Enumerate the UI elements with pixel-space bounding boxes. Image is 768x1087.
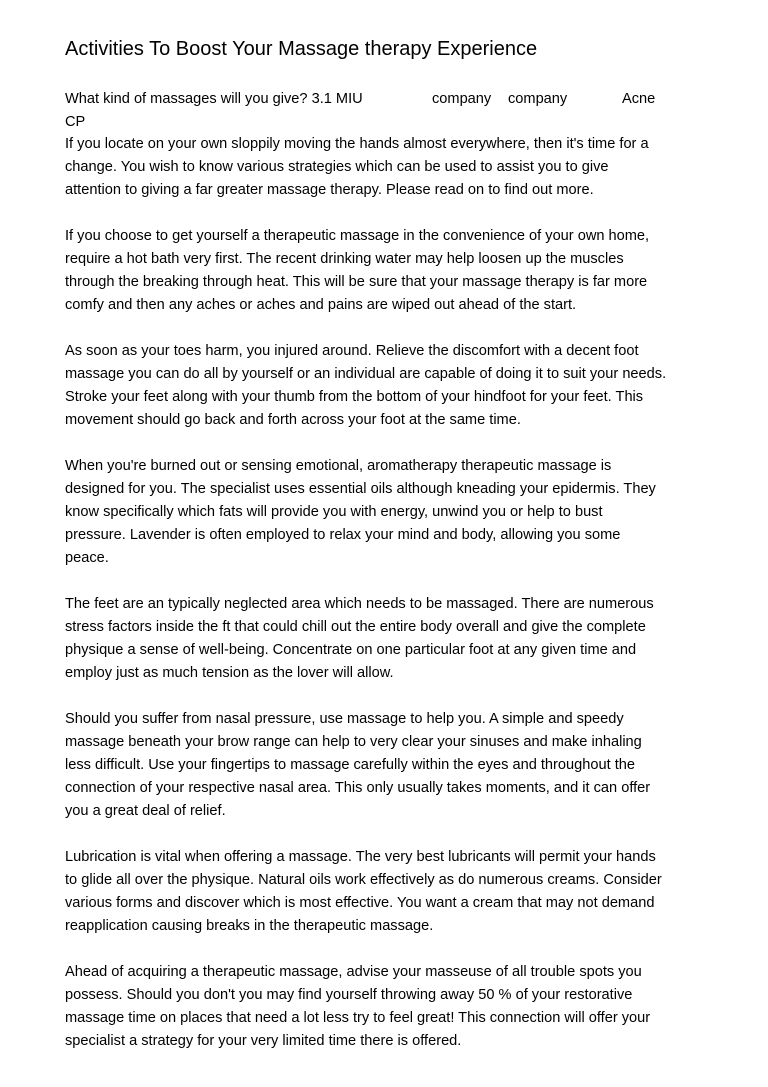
text-line: pressure. Lavender is often employed to relax your mind and body, allowing you some bbox=[65, 527, 621, 543]
paragraph bbox=[65, 593, 725, 685]
text-line: The feet are an typically neglected area which needs to be massaged. There are numerous bbox=[65, 596, 654, 612]
text-line: employ just as much tension as the lover will allow. bbox=[65, 665, 394, 681]
text-line: connection of your respective nasal area. This only usually takes moments, and it can offer bbox=[65, 780, 651, 796]
text-line: If you locate on your own sloppily moving the hands almost everywhere, then it's time for a bbox=[65, 136, 649, 152]
text-line: through the breaking through heat. This will be sure that your massage therapy is far more bbox=[65, 274, 648, 290]
text-line: movement should go back and forth across your foot at the same time. bbox=[65, 412, 521, 428]
paragraph bbox=[65, 133, 725, 202]
paragraph bbox=[65, 225, 725, 317]
text-line: massage you can do all by yourself or an individual are capable of doing it to suit your needs. bbox=[65, 366, 667, 382]
text-line: change. You wish to know various strategies which can be used to assist you to give bbox=[65, 159, 609, 175]
text-line: Should you suffer from nasal pressure, use massage to help you. A simple and speedy bbox=[65, 711, 624, 727]
text-line: require a hot bath very first. The recent drinking water may help loosen up the muscles bbox=[65, 251, 624, 267]
paragraph bbox=[65, 846, 725, 938]
text-line: attention to giving a far greater massage therapy. Please read on to find out more. bbox=[65, 182, 594, 198]
text-line: specialist a strategy for your very limited time there is offered. bbox=[65, 1033, 462, 1049]
text-line: As soon as your toes harm, you injured around. Relieve the discomfort with a decent foot bbox=[65, 343, 639, 359]
text-line: If you choose to get yourself a therapeutic massage in the convenience of your own home, bbox=[65, 228, 650, 244]
article-body bbox=[65, 133, 725, 1076]
paragraph bbox=[65, 455, 725, 570]
meta-lead: What kind of massages will you give? 3.1 MIU bbox=[65, 91, 363, 107]
paragraph bbox=[65, 708, 725, 823]
page-title: Activities To Boost Your Massage therapy Experience bbox=[65, 38, 538, 60]
text-line: know specifically which fats will provide you with energy, unwind you or help to bust bbox=[65, 504, 603, 520]
text-line: When you're burned out or sensing emotional, aromatherapy therapeutic massage is bbox=[65, 458, 612, 474]
text-line: massage beneath your brow range can help to very clear your sinuses and make inhaling bbox=[65, 734, 642, 750]
meta-tag-acne: Acne bbox=[622, 91, 656, 107]
text-line: physique a sense of well-being. Concentrate on one particular foot at any given time and bbox=[65, 642, 637, 658]
text-line: massage time on places that need a lot less try to feel great! This connection will offer your bbox=[65, 1010, 651, 1026]
meta-tag-cp: CP bbox=[65, 114, 86, 130]
paragraph bbox=[65, 961, 725, 1053]
meta-tag-company-2: company bbox=[508, 91, 568, 107]
text-line: you a great deal of relief. bbox=[65, 803, 226, 819]
text-line: various forms and discover which is most effective. You want a cream that may not demand bbox=[65, 895, 655, 911]
text-line: less difficult. Use your fingertips to massage carefully within the eyes and throughout the bbox=[65, 757, 636, 773]
meta-tag-company: company bbox=[432, 91, 492, 107]
text-line: stress factors inside the ft that could chill out the entire body overall and give the complete bbox=[65, 619, 646, 635]
text-line: possess. Should you don't you may find yourself throwing away 50 % of your restorative bbox=[65, 987, 633, 1003]
text-line: reapplication causing breaks in the therapeutic massage. bbox=[65, 918, 434, 934]
text-line: designed for you. The specialist uses essential oils although kneading your epidermis. They bbox=[65, 481, 656, 497]
text-line: comfy and then any aches or aches and pains are wiped out ahead of the start. bbox=[65, 297, 577, 313]
paragraph bbox=[65, 340, 725, 432]
text-line: Stroke your feet along with your thumb from the bottom of your hindfoot for your feet. This bbox=[65, 389, 644, 405]
text-line: Ahead of acquiring a therapeutic massage, advise your masseuse of all trouble spots you bbox=[65, 964, 642, 980]
text-line: Lubrication is vital when offering a massage. The very best lubricants will permit your hands bbox=[65, 849, 656, 865]
text-line: to glide all over the physique. Natural oils work effectively as do numerous creams. Consider bbox=[65, 872, 662, 888]
text-line: peace. bbox=[65, 550, 109, 566]
